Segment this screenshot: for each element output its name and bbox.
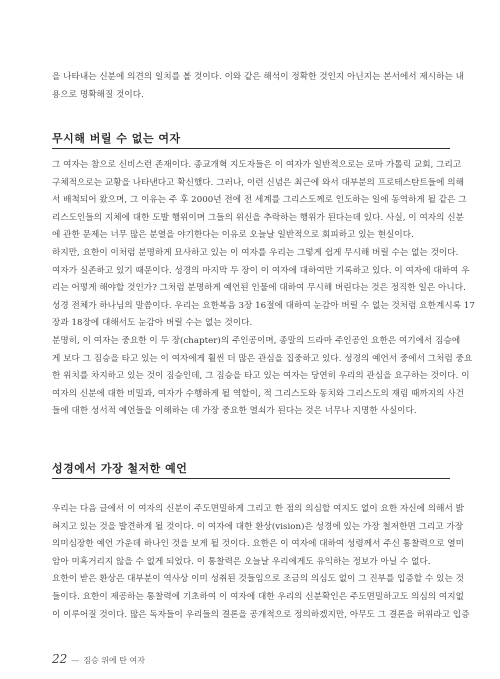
- text-line: 게 보다 그 짐승을 타고 있는 이 여자에게 훨씬 더 많은 관심을 집중하고 있다. 성경의 예언서 중에서 그처럼 중요: [52, 353, 473, 364]
- text-line: 우리는 다음 글에서 이 여자의 신분이 주도면밀하게 그리고 한 점의 의심할 여지도 없이 요한 자신에 의해서 밝: [52, 504, 464, 514]
- intro-paragraph: [52, 69, 462, 104]
- footer-separator: —: [71, 656, 80, 665]
- text-line: 장과 18장에 대해서도 눈감아 버릴 수는 없는 것이다.: [52, 318, 253, 329]
- text-line: 요한이 받은 환상은 대부분이 역사상 이미 성취된 것들임으로 조금의 의심도 없이 그 진부를 입증할 수 있는 것: [52, 574, 464, 585]
- text-line: 그 여자는 참으로 신비스런 존재이다. 종교개혁 지도자들은 이 여자가 일반적으로는 로마 가톨릭 교회, 그리고: [52, 160, 462, 170]
- page-number: 22: [52, 652, 68, 666]
- text-line: 분명히, 이 여자는 중요한 이 두 장(chapter)의 주인공이며, 종말의 드라마 주인공인 요한은 여기에서 짐승에: [52, 335, 461, 346]
- section-heading-1: 무시해 버릴 수 없는 여자: [52, 132, 181, 145]
- text-line: 리스도인들의 지체에 대한 도발 행위이며 그들의 위신을 추락하는 행위가 된다는데 있다. 사실, 이 여자의 신분: [52, 212, 464, 223]
- text-line: 성경 전체가 하나님의 말씀이다. 우리는 요한복음 3장 16절에 대하여 눈감아 버릴 수 없는 것처럼 요한계시록 17: [52, 300, 475, 311]
- text-line: 하지만, 요한이 이처럼 분명하게 묘사하고 있는 이 여자를 우리는 그렇게 쉽게 무시해 버릴 수는 없는 것이다.: [52, 247, 459, 258]
- section-2-body: [52, 501, 470, 624]
- section-1-body: [52, 157, 475, 421]
- text-line: 이 이루어질 것이다. 많은 독자들이 우리들의 결론을 공개적으로 정의하겠지만, 아무도 그 결론을 허위라고 입증: [52, 609, 470, 620]
- text-line: 혀지고 있는 것을 발견하게 될 것이다. 이 여자에 대한 환상(vision)은 성경에 있는 가장 철저한면 그리고 가장: [52, 521, 464, 532]
- text-line: 들에 대한 성서적 예언들을 이해하는 데 가장 중요한 열쇠가 된다는 것은 너무나 지명한 사실이다.: [52, 406, 417, 417]
- page-footer: [52, 652, 145, 666]
- book-title: 짐승 위에 탄 여자: [83, 656, 146, 665]
- section-heading-rule-1: [52, 148, 450, 149]
- text-line: 서 배척되어 왔으며, 그 이유는 주 후 2000년 전에 전 세계를 그리스도께로 인도하는 일에 동역하게 될 같은 그: [52, 195, 467, 206]
- section-heading-rule-2: [52, 478, 450, 479]
- text-line: 여자의 신분에 대한 비밀과, 여자가 수행하게 될 역할이, 적 그리스도와 동치와 그리스도의 재림 때까지의 사건: [52, 388, 464, 399]
- text-line: 한 위치를 차지하고 있는 것이 짐승인데, 그 짐승을 타고 있는 여자는 당연히 우리의 관심을 요구하는 것이다. 이: [52, 371, 470, 382]
- text-line: 에 관한 문제는 너무 많은 분열을 야기한다는 이유로 오늘날 일반적으로 회피하고 있는 현실이다.: [52, 230, 414, 241]
- text-line: 의미심장한 예언 가운데 하나인 것을 보게 될 것이다. 요한은 이 여자에 대하여 성령께서 주신 통찰력으로 열미: [52, 539, 464, 550]
- text-line: 여자가 실존하고 있기 때문이다. 성경의 마지막 두 장이 이 여자에 대하여만 기록하고 있다. 이 여자에 대하여 우: [52, 265, 470, 276]
- text-line: 구체적으로는 교황을 나타낸다고 확신했다. 그러나, 이런 신념은 최근에 와서 대부분의 프로테스탄트들에 의해: [52, 177, 464, 188]
- text-line: 암아 미혹거리지 않을 수 없게 되었다. 이 통찰력은 오늘날 우리에게도 유익하는 정보가 아닐 수 없다.: [52, 556, 431, 567]
- text-line: 들이다. 요한이 제공하는 통찰력에 기초하여 이 여자에 대한 우리의 신분확인은 주도면밀하고도 의심의 여지없: [52, 591, 464, 602]
- section-heading-2: 성경에서 가장 철저한 예언: [52, 462, 188, 475]
- text-line: 용으로 명확해질 것이다.: [52, 89, 144, 100]
- text-line: 리는 어떻게 해야할 것인가? 그처럼 분명하게 예언된 인물에 대하여 무시해 버린다는 것은 정직한 일은 아니다.: [52, 283, 466, 294]
- text-line: 을 나타내는 신분에 의견의 일치를 볼 것이다. 이와 같은 해석이 정확한 것인지 아닌지는 본서에서 제시하는 내: [52, 72, 464, 82]
